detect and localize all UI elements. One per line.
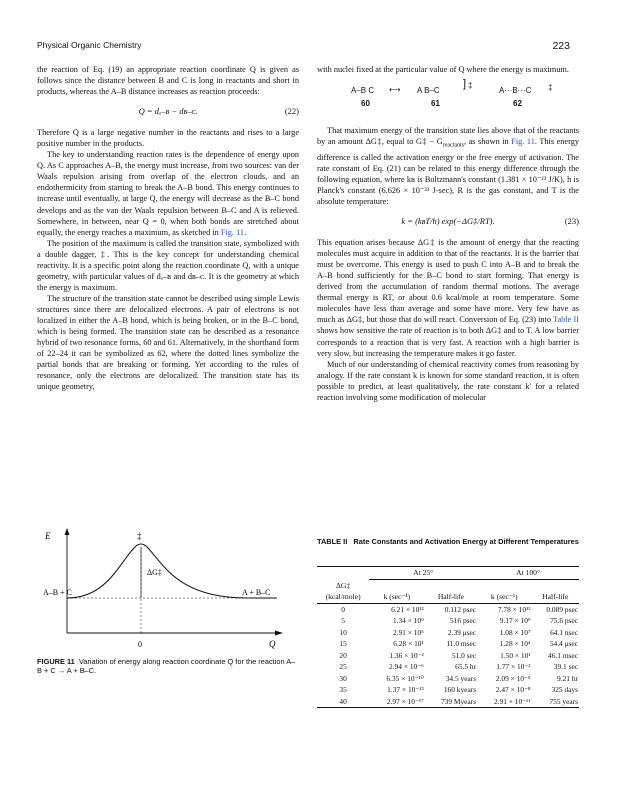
table-row — [317, 627, 579, 639]
cell-h25: 34.5 years — [445, 673, 477, 683]
page-number: 223 — [552, 40, 570, 52]
th-k100: k (sec⁻¹) — [490, 592, 518, 602]
th-unit: (kcal/mole) — [325, 592, 361, 602]
th-dg: ΔG‡ — [336, 580, 351, 590]
right-paragraph-3 — [317, 237, 579, 359]
cell-k100: 2.09 × 10⁻⁵ — [495, 673, 531, 683]
cell-h25: 2.39 μsec — [447, 627, 477, 637]
left-paragraph-2: Therefore Q is a large negative number in the reactants and rises to a large positive number in the products. — [37, 128, 299, 149]
cell-h100: 755 years — [549, 696, 578, 706]
cell-k25: 1.37 × 10⁻¹³ — [387, 685, 424, 695]
label-60: 60 — [361, 99, 370, 109]
right-paragraph-2b: , as shown in — [464, 137, 509, 147]
fig-11-link-2[interactable]: Fig. 11 — [511, 137, 535, 147]
table-row — [317, 673, 579, 685]
table-ii-caption — [317, 537, 579, 546]
equation-22-number: (22) — [284, 106, 299, 117]
cell-h25: 51.0 sec — [451, 650, 477, 660]
cell-h25: 65.5 hr — [455, 662, 477, 672]
transition-dagger: ‡ — [137, 531, 142, 541]
th-group-25: At 25° — [369, 567, 477, 580]
reactants-label: A–B + C — [43, 588, 72, 597]
cell-k25: 2.94 × 10⁻⁶ — [389, 662, 424, 672]
cell-k100: 1.50 × 10¹ — [500, 650, 531, 660]
right-paragraph-3b: shows how sensitive the rate of reaction is to both ΔG‡ and to T. A low barrier corresponds to a reaction that is very fast. A reaction with a high barrier is very slow, but increasing the temperature makes it go faster. — [317, 326, 579, 358]
cell-h25: 516 psec — [450, 616, 477, 626]
cell-k25: 1.36 × 10⁻² — [389, 650, 424, 660]
table-row — [317, 603, 579, 615]
right-paragraph-2 — [317, 125, 579, 207]
right-paragraph-2a: That maximum energy of the transition state lies above that of the reactants by an amount ΔG‡, equal to G‡ − G — [317, 126, 579, 147]
resonance-arrow: ⟷ — [389, 85, 401, 95]
equation-22 — [37, 106, 299, 117]
table-ii-caption-label: TABLE II — [317, 537, 348, 546]
cell-dg: 25 — [339, 662, 347, 672]
left-paragraph-5: The structure of the transition state cannot be described using simple Lewis structures since there are delocalized electrons. A pair of electrons is not localized in either the A–B bond, which is being broken, or in the B–C bond, which is being formed. The transition state can be described as a resonance hybrid of two resonance forms, 60 and 61. Alternatively, in the shorthand form of 22–24 it can be symbolized as 62, where the dotted lines symbolize the partial bonds that are breaking or forming. Yet according to the rules of resonance, only the electrons are delocalized. The transition state has its unique geometry, — [37, 293, 299, 392]
cell-h25: 0.112 psec — [444, 604, 477, 614]
dagger-62: ‡ — [548, 83, 553, 93]
fig-11-link[interactable]: Fig. 11 — [220, 227, 245, 237]
right-column — [317, 64, 579, 403]
th-half100: Half-life — [542, 592, 569, 602]
products-label: A + B–C — [242, 588, 271, 597]
th-k25: k (sec⁻¹) — [383, 592, 411, 602]
left-paragraph-3-text: The key to understanding reaction rates is the dependence of energy upon Q. As C approaches A–B, the energy must increase, from two sources: van der Waals repulsion arising from overlap of the electron clouds, and an endothermicity from starting to break the A–B bond. This energy continues to increase until eventually, at large Q, the energy will decrease as the B–C bond develops and as the van der Waals repulsion between B–C and A is relieved. Somewhere, in between, near Q = 0, when both bonds are stretched about equally, the energy reaches a maximum, as sketched in — [37, 150, 299, 237]
th-group-100: At 100° — [477, 567, 579, 580]
equation-22-body: Q = dₐ–ʙ − dʙ–ᴄ. — [138, 106, 198, 117]
cell-k25: 1.34 × 10⁹ — [392, 616, 424, 626]
equation-23-number: (23) — [564, 216, 579, 227]
cell-dg: 15 — [339, 639, 347, 649]
cell-dg: 5 — [341, 616, 345, 626]
energy-label: E — [45, 531, 51, 541]
reactants-subscript: reactants — [442, 142, 465, 149]
cell-h100: 54.4 μsec — [549, 639, 578, 649]
bracket-dagger-61: ] — [463, 78, 467, 91]
left-column — [37, 64, 299, 392]
cell-h100: 75.6 psec — [550, 616, 578, 626]
figure-11-caption-label: FIGURE 11 — [37, 657, 75, 666]
cell-k25: 6.21 × 10¹² — [391, 604, 424, 614]
cell-h100: 9.21 hr — [557, 673, 578, 683]
cell-k100: 1.28 × 10⁴ — [499, 639, 531, 649]
equation-23-body: k = (kʙT/h) exp(−ΔG‡/RT). — [401, 216, 495, 227]
dagger-61: ‡ — [468, 81, 473, 91]
right-paragraph-1: with nuclei fixed at the particular value of Q where the energy is maximum. — [317, 65, 569, 74]
cell-dg: 40 — [339, 696, 347, 706]
delta-g-label: ΔG‡ — [147, 568, 162, 577]
label-62: 62 — [513, 99, 522, 109]
cell-dg: 35 — [339, 685, 347, 695]
table-ii-caption-text: Rate Constants and Activation Energy at Different Temperatures — [353, 537, 579, 546]
left-paragraph-3: The key to understanding reaction rates is the dependence of energy upon Q. As C approaches A–B, the energy must increase, from two sources: van der Waals repulsion arising from overlap of the electron clouds, and an endothermicity from starting to break the A–B bond. This energy continues to increase until eventually, at large Q, the energy will decrease as the B–C bond develops and as the van der Waals repulsion between B–C and A is relieved. Somewhere, in between, near Q = 0, when both bonds are stretched about equally, the energy reaches a maximum, as sketched in Fig. 11. — [37, 150, 299, 237]
q-axis-label: Q — [269, 639, 276, 649]
cell-h100: 325 days — [551, 685, 578, 695]
cell-h25: 11.0 msec — [446, 639, 477, 649]
equation-23 — [317, 216, 579, 227]
cell-k100: 7.78 × 10¹² — [497, 604, 531, 614]
figure-11-caption-text: Variation of energy along reaction coordinate Q for the reaction A–B + C → A + B–C. — [37, 657, 296, 675]
cell-h100: 0.089 psec — [546, 604, 578, 614]
table-row — [317, 684, 579, 696]
left-paragraph-4: The position of the maximum is called the transition state, symbolized with a double dagger, ‡. This is the key concept for understanding chemical reactivity. It is a specific point along the reaction coordinate Q, with a unique geometry, with particular values of dₐ–ʙ and dʙ–ᴄ. It is the geometry at which the energy is maximum. — [37, 238, 299, 292]
table-row — [317, 650, 579, 662]
zero-label: 0 — [138, 640, 142, 649]
structures-60-62 — [317, 78, 579, 111]
cell-k100: 2.91 × 10⁻¹¹ — [493, 696, 531, 706]
cell-k100: 1.08 × 10⁷ — [499, 627, 531, 637]
cell-k25: 6.28 × 10¹ — [393, 639, 424, 649]
cell-k25: 2.91 × 10⁵ — [392, 627, 424, 637]
cell-dg: 10 — [339, 627, 347, 637]
figure-11-caption — [37, 657, 299, 675]
left-paragraph-1: the reaction of Eq. (19) an appropriate reaction coordinate Q is given as follows since the distance between B and C is long in reactants and short in products, whereas the A–B distance increases as reaction proceeds: — [37, 65, 299, 97]
table-ii — [317, 566, 579, 708]
structure-60: A–B C — [351, 86, 375, 96]
energy-axis-arrow — [65, 528, 70, 535]
cell-k100: 1.77 × 10⁻² — [496, 662, 531, 672]
cell-dg: 30 — [339, 673, 347, 683]
cell-k100: 2.47 × 10⁻⁸ — [495, 685, 531, 695]
cell-h25: 160 kyears — [443, 685, 477, 695]
structure-62: A···B···C — [499, 86, 532, 96]
table-row — [317, 638, 579, 650]
cell-h100: 64.1 nsec — [550, 627, 578, 637]
th-half25: Half-life — [437, 592, 464, 602]
table-ii-link[interactable]: Table II — [553, 315, 579, 325]
right-paragraph-4: Much of our understanding of chemical reactivity comes from reasoning by analogy. If the rate constant k is known for some standard reaction, it is often possible to predict, at least qualitatively, the rate constant k′ for a related reaction involving some modification of molecular — [317, 359, 579, 402]
right-paragraph-3a: This equation arises because ΔG‡ is the amount of energy that the reacting molecules must acquire in addition to that of the reactants. It is the barrier that must be overcome. This energy is used to push C into A–B and to break the A–B bond sufficiently for the B–C bond to start forming. That energy is derived from the accumulation of random thermal motions. The average thermal energy is RT, or about 0.6 kcal/mole at room temperature. Some molecules have less than average and some have more. Very few have as much as ΔG‡, but those that do will react. Conversion of Eq. (23) into — [317, 238, 579, 325]
structure-61: A B–C — [417, 86, 440, 96]
running-header: Physical Organic Chemistry — [37, 40, 142, 50]
figure-11-plot — [37, 525, 302, 650]
table-row — [317, 696, 579, 708]
cell-h100: 46.1 msec — [548, 650, 578, 660]
right-paragraph-2c: . This energy difference is called the activation energy or the free energy of activation. The rate constant of Eq. (21) can be related to this energy difference through the following equation, where kʙ is Boltzmann's constant (1.381 × 10⁻²³ J/K), h is Planck's constant (6.626 × 10⁻³³ J-sec), R is the gas constant, and T is the absolute temperature: — [317, 137, 580, 206]
table-row — [317, 661, 579, 673]
cell-h100: 39.1 sec — [553, 662, 578, 672]
cell-k100: 9.17 × 10⁹ — [499, 616, 531, 626]
cell-dg: 0 — [341, 604, 345, 614]
label-61: 61 — [431, 99, 440, 109]
cell-k25: 6.35 × 10⁻¹⁰ — [386, 673, 424, 683]
reaction-coordinate-arrow — [275, 631, 283, 636]
th-dg-symbol — [317, 567, 369, 580]
cell-k25: 2.97 × 10⁻¹⁷ — [386, 696, 424, 706]
table-row — [317, 615, 579, 627]
cell-dg: 20 — [339, 650, 347, 660]
cell-h25: 739 Myears — [440, 696, 477, 706]
